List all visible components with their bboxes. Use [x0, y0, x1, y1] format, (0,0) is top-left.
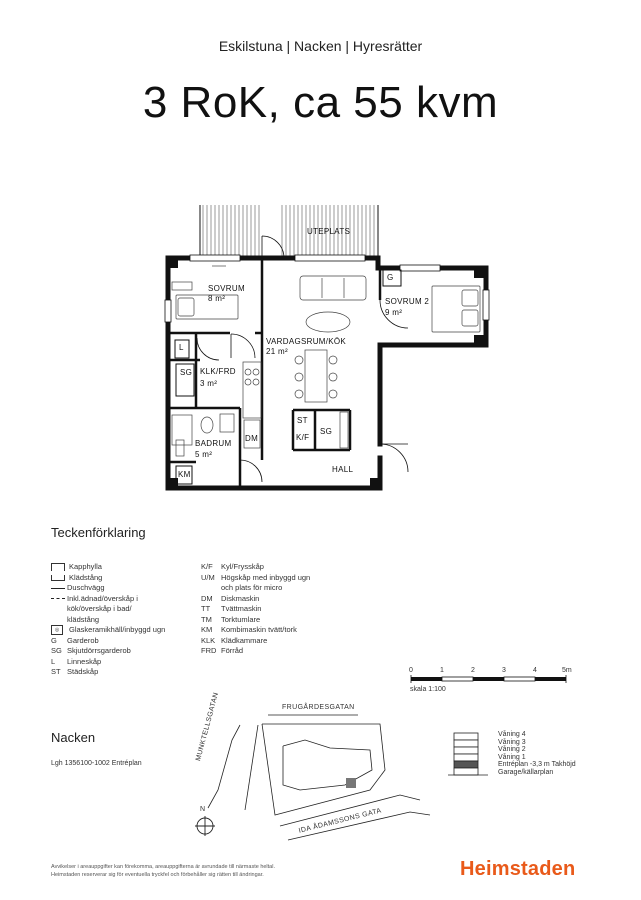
scale-tick-5: 5m	[562, 667, 572, 674]
scale-tick-4: 4	[533, 667, 537, 674]
scale-tick-2: 2	[471, 667, 475, 674]
code-km: KM	[178, 470, 191, 479]
street-munktellsgatan: MUNKTELLSGATAN	[195, 691, 221, 762]
room-sovrum-2: SOVRUM 2	[385, 297, 430, 306]
legend-item: kök/överskåp i bad/	[67, 604, 132, 613]
legend-item: och plats för micro	[221, 583, 283, 592]
street-frugardesgatan: FRUGÅRDESGATAN	[282, 704, 355, 711]
page-subtitle: Eskilstuna | Nacken | Hyresrätter	[218, 38, 423, 54]
legend-item: Kapphylla	[51, 562, 201, 573]
legend-item: FRD Förråd	[201, 646, 244, 655]
legend-heading: Teckenförklaring	[51, 525, 146, 540]
scale-tick-1: 1	[440, 667, 444, 674]
legend-item: L Linneskåp	[51, 656, 102, 666]
page-title: 3 RoK, ca 55 kvm	[142, 78, 499, 127]
room-klk-frd-area: 3 m²	[200, 379, 218, 388]
legend-item: TT Tvättmaskin	[201, 604, 262, 613]
building-marker	[346, 778, 356, 788]
code-sg-klk: SG	[180, 368, 193, 377]
room-vardagsrum-area: 21 m²	[266, 347, 288, 356]
legend-item: K/F Kyl/Frysskåp	[201, 562, 264, 571]
room-sovrum-area: 8 m²	[208, 294, 226, 303]
code-st: ST	[297, 416, 308, 425]
legend-item: ◎ Glaskeramikhäll/inbyggd ugn	[51, 625, 201, 636]
legend-item: G Garderob	[51, 635, 99, 645]
room-sovrum: SOVRUM	[208, 284, 245, 293]
disclaimer-line-1: Avvikelser i areauppgifter kan förekomma, areauppgifterna är avrundade till närmaste heltal.	[51, 864, 275, 870]
legend-item: Inkl.ädnad/överskåp i	[51, 594, 201, 605]
legend-item: Duschvägg	[51, 583, 201, 594]
north-label: N	[200, 806, 206, 813]
scale-label: skala 1:100	[410, 686, 446, 693]
legend-item: TM Torktumlare	[201, 614, 261, 624]
room-badrum-area: 5 m²	[195, 450, 213, 459]
room-klk-frd: KLK/FRD	[200, 367, 236, 376]
floor-label: Entréplan -3,3 m Takhöjd	[498, 761, 576, 769]
scale-tick-3: 3	[502, 667, 506, 674]
floor-label: Våning 3	[498, 738, 526, 746]
legend-item: ST Städskåp	[51, 667, 99, 676]
room-uteplats: UTEPLATS	[307, 227, 351, 236]
room-badrum: BADRUM	[195, 439, 232, 448]
floor-stack	[448, 725, 498, 785]
floor-label: Våning 1	[498, 753, 526, 761]
legend-item: U/M Högskåp med inbyggd ugn	[201, 572, 311, 582]
floor-labels	[498, 731, 576, 777]
floor-label: Våning 2	[498, 746, 526, 754]
disclaimer	[51, 863, 275, 879]
disclaimer-line-2: Heimstaden reserverar sig för eventuella tryckfel och förbehåller sig rätten till ändringar.	[51, 872, 264, 878]
legend-item: DM Diskmaskin	[201, 593, 260, 603]
code-kf: K/F	[296, 433, 310, 442]
code-dm: DM	[245, 434, 259, 443]
code-g: G	[387, 273, 394, 282]
code-sg-hall: SG	[320, 427, 333, 436]
scale-tick-0: 0	[409, 667, 413, 674]
legend-item: Klädstång	[51, 573, 201, 584]
room-hall: HALL	[332, 465, 354, 474]
room-vardagsrum: VARDAGSRUM/KÖK	[266, 337, 347, 346]
location-heading: Nacken	[51, 730, 96, 745]
floor-label: Garage/källarplan	[498, 768, 554, 776]
code-l: L	[179, 343, 184, 352]
legend-item: SG Skjutdörrsgarderob	[51, 646, 131, 655]
legend-item: KLK Klädkammare	[201, 635, 268, 645]
legend-item: KM Kombimaskin tvätt/tork	[201, 625, 297, 634]
ceramic-hob-icon: ◎	[51, 625, 63, 635]
brand-logo: Heimstaden	[460, 858, 576, 880]
room-sovrum-2-area: 9 m²	[385, 308, 403, 317]
legend-item: klädstång	[67, 614, 100, 624]
apartment-id: Lgh 1356100-1002 Entréplan	[51, 760, 142, 767]
floor-label: Våning 4	[498, 731, 526, 738]
street-ida-adamssons: IDA ÅDAMSSONS GATA	[298, 807, 383, 835]
